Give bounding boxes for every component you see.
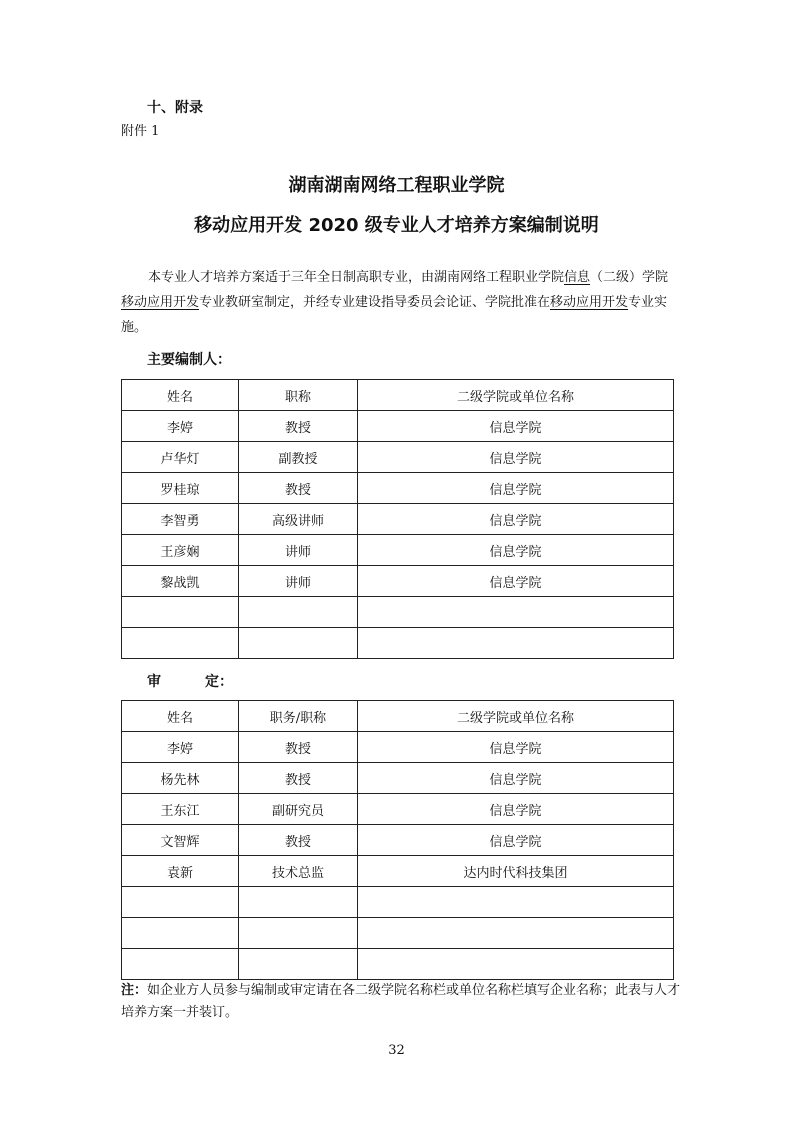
cell-position	[239, 887, 358, 918]
cell-unit: 信息学院	[358, 825, 674, 856]
cell-title: 讲师	[239, 535, 358, 566]
document-title: 移动应用开发 2020 级专业人才培养方案编制说明	[194, 215, 599, 236]
intro-paragraph	[121, 265, 676, 340]
cell-unit: 信息学院	[358, 732, 674, 763]
cell-unit	[358, 628, 674, 659]
cell-position	[239, 949, 358, 980]
intro-text-4: 专业实施。	[121, 295, 668, 335]
cell-unit: 信息学院	[358, 794, 674, 825]
cell-title: 教授	[239, 411, 358, 442]
table-row	[122, 732, 674, 763]
cell-position: 教授	[239, 763, 358, 794]
section-heading: 十、附录	[147, 100, 203, 116]
table-row	[122, 442, 674, 473]
header-unit: 二级学院或单位名称	[358, 701, 674, 732]
table-header-row	[122, 380, 674, 411]
cell-unit: 信息学院	[358, 504, 674, 535]
cell-name: 王东江	[122, 794, 239, 825]
note-text: 如企业方人员参与编制或审定请在各二级学院名称栏或单位名称栏填写企业名称；此表与人才培养方案一并装订。	[121, 983, 681, 1020]
header-name: 姓名	[122, 701, 239, 732]
cell-position	[239, 918, 358, 949]
cell-unit	[358, 949, 674, 980]
cell-name	[122, 628, 239, 659]
header-title: 职称	[239, 380, 358, 411]
table-row	[122, 887, 674, 918]
cell-unit: 达内时代科技集团	[358, 856, 674, 887]
table-row	[122, 411, 674, 442]
cell-unit: 信息学院	[358, 566, 674, 597]
table-row	[122, 794, 674, 825]
cell-name: 罗桂琼	[122, 473, 239, 504]
table-note	[121, 980, 681, 1024]
reviewers-label-a: 审	[147, 674, 161, 690]
table-row	[122, 949, 674, 980]
table-row	[122, 473, 674, 504]
cell-name: 王彦娴	[122, 535, 239, 566]
compilers-table	[121, 379, 674, 659]
table-row	[122, 566, 674, 597]
cell-name: 袁新	[122, 856, 239, 887]
header-position: 职务/职称	[239, 701, 358, 732]
table-header-row	[122, 701, 674, 732]
document-title-school: 湖南湖南网络工程职业学院	[288, 175, 505, 196]
cell-name: 文智辉	[122, 825, 239, 856]
cell-unit: 信息学院	[358, 535, 674, 566]
table-row	[122, 504, 674, 535]
cell-name: 李智勇	[122, 504, 239, 535]
intro-text-2: （二级）学院	[590, 270, 669, 285]
cell-unit: 信息学院	[358, 442, 674, 473]
major-name: 移动应用开发	[550, 295, 629, 310]
table-row	[122, 597, 674, 628]
cell-title: 教授	[239, 473, 358, 504]
cell-name: 卢华灯	[122, 442, 239, 473]
cell-name	[122, 887, 239, 918]
table-row	[122, 628, 674, 659]
cell-title: 副教授	[239, 442, 358, 473]
cell-name	[122, 918, 239, 949]
cell-position: 教授	[239, 825, 358, 856]
intro-text-1: 本专业人才培养方案适于三年全日制高职专业，由湖南网络工程职业学院	[148, 270, 565, 285]
cell-unit	[358, 918, 674, 949]
cell-name	[122, 597, 239, 628]
cell-name: 李婷	[122, 732, 239, 763]
compilers-label: 主要编制人：	[147, 352, 231, 368]
appendix-label: 附件 1	[121, 124, 160, 139]
cell-name	[122, 949, 239, 980]
cell-name: 杨先林	[122, 763, 239, 794]
cell-title: 讲师	[239, 566, 358, 597]
cell-title	[239, 628, 358, 659]
cell-unit: 信息学院	[358, 763, 674, 794]
cell-position: 副研究员	[239, 794, 358, 825]
cell-unit	[358, 887, 674, 918]
cell-position: 教授	[239, 732, 358, 763]
page-number: 32	[388, 1043, 405, 1058]
cell-name: 黎战凯	[122, 566, 239, 597]
college-name: 信息	[564, 270, 591, 285]
cell-unit: 信息学院	[358, 411, 674, 442]
reviewers-label	[147, 671, 233, 691]
cell-title	[239, 597, 358, 628]
reviewers-label-b: 定：	[205, 674, 233, 690]
table-row	[122, 918, 674, 949]
table-row	[122, 856, 674, 887]
cell-unit: 信息学院	[358, 473, 674, 504]
table-row	[122, 535, 674, 566]
reviewers-table	[121, 700, 674, 980]
cell-title: 高级讲师	[239, 504, 358, 535]
office-name: 移动应用开发	[121, 295, 200, 310]
cell-position: 技术总监	[239, 856, 358, 887]
intro-text-3: 专业教研室制定，并经专业建设指导委员会论证、学院批准在	[199, 295, 551, 310]
table-row	[122, 825, 674, 856]
table-row	[122, 763, 674, 794]
header-name: 姓名	[122, 380, 239, 411]
note-label: 注：	[121, 983, 148, 998]
cell-name: 李婷	[122, 411, 239, 442]
cell-unit	[358, 597, 674, 628]
header-unit: 二级学院或单位名称	[358, 380, 674, 411]
